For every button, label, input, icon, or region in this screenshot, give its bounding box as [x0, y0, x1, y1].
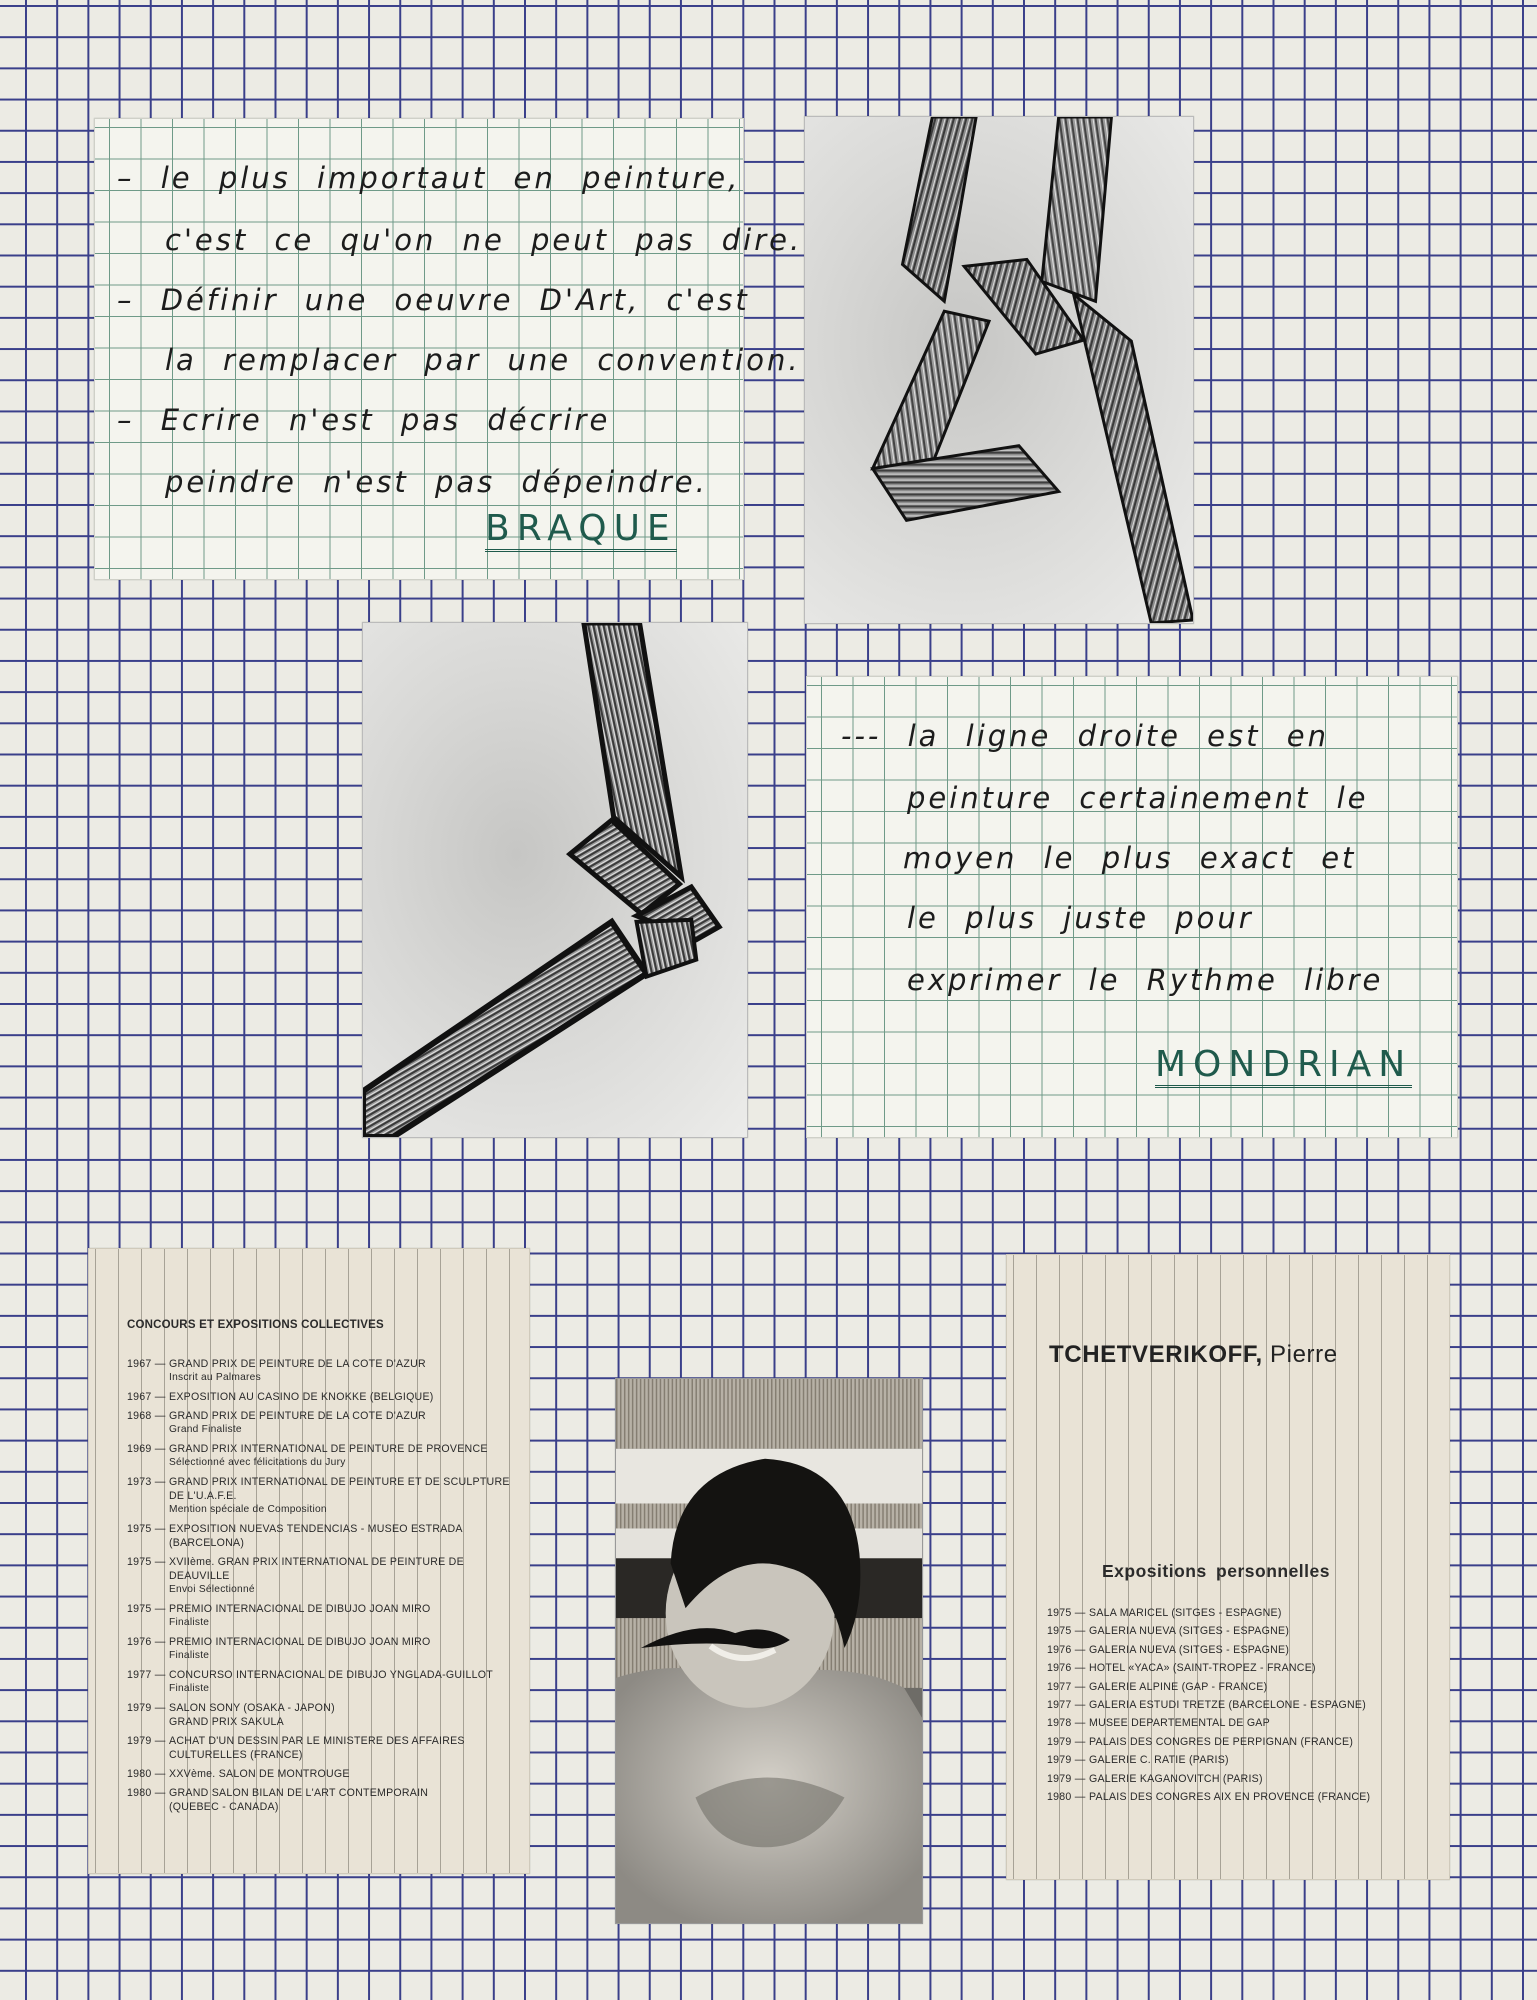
collective-exhibition-entry: [127, 1475, 527, 1517]
entry-title: (BARCELONA): [169, 1537, 245, 1549]
entry-year: 1980 —: [1047, 1790, 1086, 1803]
entry-year: 1967 —: [127, 1358, 166, 1370]
entry-year: 1977 —: [1047, 1680, 1086, 1693]
quote-line: --- la ligne droite est en: [841, 719, 1329, 753]
background-straw: [616, 1379, 922, 1449]
artist-surname: TCHETVERIKOFF,: [1049, 1341, 1263, 1368]
entry-year: 1977 —: [1047, 1698, 1086, 1711]
entry-body: [169, 1409, 527, 1437]
entry-year: 1968 —: [127, 1410, 166, 1422]
personal-exhibition-entry: [1047, 1661, 1447, 1675]
entry-title: PALAIS DES CONGRES AIX EN PROVENCE (FRANCE): [1089, 1790, 1371, 1803]
mondrian-quote-card: [806, 676, 1458, 1138]
quote-line: – le plus importaut en peinture,: [117, 161, 741, 195]
entry-title: GRAND PRIX INTERNATIONAL DE PEINTURE DE PROVENCE: [169, 1443, 488, 1455]
entry-body: [169, 1668, 527, 1696]
entry-year: 1975 —: [1047, 1607, 1086, 1619]
entry-year: 1969 —: [127, 1443, 166, 1455]
quote-line: peindre n'est pas dépeindre.: [165, 465, 708, 499]
entry-title: (QUEBEC - CANADA): [169, 1801, 279, 1813]
collective-exhibition-entry: [127, 1734, 527, 1762]
collective-exhibition-entry: [127, 1767, 527, 1781]
entry-title: PREMIO INTERNACIONAL DE DIBUJO JOAN MIRO: [169, 1636, 431, 1648]
entry-distinction: Envoi Sélectionné: [169, 1584, 255, 1595]
entry-distinction: Grand Finaliste: [169, 1424, 242, 1435]
entry-title: XVIIème. GRAN PRIX INTERNATIONAL DE PEINTURE DE: [169, 1556, 464, 1568]
personal-exhibition-entry: [1047, 1680, 1447, 1694]
entry-title: CULTURELLES (FRANCE): [169, 1749, 303, 1761]
personal-exhibition-entry: [1047, 1753, 1447, 1767]
entry-body: [169, 1475, 527, 1517]
entry-year: 1975 —: [127, 1603, 166, 1615]
entry-title: MUSEE DEPARTEMENTAL DE GAP: [1089, 1717, 1270, 1730]
personal-exhibitions-heading: Expositions personnelles: [1102, 1561, 1330, 1581]
entry-title: PREMIO INTERNACIONAL DE DIBUJO JOAN MIRO: [169, 1603, 431, 1615]
collective-exhibition-entry: [127, 1357, 527, 1385]
artist-name: [1049, 1341, 1338, 1369]
entry-year: 1967 —: [127, 1391, 166, 1403]
collective-exhibition-entry: [127, 1522, 527, 1550]
braque-signature: BRAQUE: [485, 511, 677, 552]
ribbon-segment: [363, 922, 647, 1137]
quote-line: exprimer le Rythme libre: [907, 963, 1384, 997]
entry-distinction: Mention spéciale de Composition: [169, 1504, 327, 1515]
entry-title: CONCURSO INTERNACIONAL DE DIBUJO YNGLADA-GUILLOT: [169, 1669, 493, 1681]
entry-title: DEAUVILLE: [169, 1570, 230, 1582]
entry-title: GRAND PRIX DE PEINTURE DE LA COTE D'AZUR: [169, 1358, 426, 1370]
collective-exhibitions-heading: CONCOURS ET EXPOSITIONS COLLECTIVES: [127, 1319, 384, 1331]
artwork-photo-1: [804, 116, 1194, 624]
quote-line: – Définir une oeuvre D'Art, c'est: [117, 283, 750, 317]
entry-title: SALON SONY (OSAKA - JAPON): [169, 1702, 335, 1714]
quote-line: la remplacer par une convention.: [165, 343, 801, 377]
entry-year: 1975 —: [127, 1523, 166, 1535]
quote-line: – Ecrire n'est pas décrire: [117, 403, 611, 437]
collective-exhibition-entry: [127, 1786, 527, 1814]
entry-title: EXPOSITION AU CASINO DE KNOKKE (BELGIQUE): [169, 1391, 434, 1403]
ribbon-segment: [637, 920, 697, 977]
collective-exhibitions-card: [88, 1248, 530, 1874]
entry-title: GRAND SALON BILAN DE L'ART CONTEMPORAIN: [169, 1787, 429, 1799]
personal-exhibition-entry: [1047, 1606, 1447, 1620]
portrait-photo-graphic: [616, 1379, 922, 1923]
entry-title: HOTEL «YACA» (SAINT-TROPEZ - FRANCE): [1089, 1662, 1316, 1675]
entry-year: 1977 —: [127, 1669, 166, 1681]
ribbon-artwork-graphic: [363, 623, 747, 1137]
quote-line: c'est ce qu'on ne peut pas dire.: [165, 223, 803, 257]
ribbon-segment: [902, 117, 976, 301]
entry-title: XXVème. SALON DE MONTROUGE: [169, 1768, 350, 1780]
ribbon-segment: [1074, 294, 1193, 623]
entry-title: ACHAT D'UN DESSIN PAR LE MINISTERE DES AFFAIRES: [169, 1735, 465, 1747]
collective-exhibition-entry: [127, 1442, 527, 1470]
quote-line: moyen le plus exact et: [903, 841, 1357, 875]
entry-title: GRAND PRIX SAKULA: [169, 1716, 284, 1728]
entry-title: GRAND PRIX INTERNATIONAL DE PEINTURE ET DE SCULPTURE: [169, 1476, 510, 1488]
entry-year: 1980 —: [127, 1787, 166, 1799]
entry-year: 1973 —: [127, 1476, 166, 1488]
personal-exhibition-entry: [1047, 1716, 1447, 1730]
entry-title: GALERIE KAGANOVITCH (PARIS): [1089, 1772, 1263, 1785]
quote-line: peinture certainement le: [907, 781, 1369, 815]
personal-exhibition-entry: [1047, 1624, 1447, 1638]
personal-exhibition-entry: [1047, 1790, 1447, 1804]
mondrian-signature: MONDRIAN: [1155, 1047, 1412, 1088]
entry-body: [169, 1390, 527, 1404]
entry-year: 1976 —: [1047, 1643, 1086, 1656]
entry-year: 1976 —: [1047, 1662, 1086, 1675]
ribbon-artwork-graphic: [805, 117, 1193, 623]
entry-distinction: Finaliste: [169, 1617, 210, 1628]
entry-title: GALERIE C. RATIE (PARIS): [1089, 1754, 1229, 1767]
entry-year: 1979 —: [1047, 1754, 1086, 1767]
personal-exhibition-entry: [1047, 1772, 1447, 1786]
ribbon-segment: [873, 311, 989, 468]
personal-exhibition-entry: [1047, 1643, 1447, 1657]
artist-portrait: [615, 1378, 923, 1924]
personal-exhibitions-card: [1006, 1254, 1450, 1880]
entry-title: GRAND PRIX DE PEINTURE DE LA COTE D'AZUR: [169, 1410, 426, 1422]
entry-title: GALERIA NUEVA (SITGES - ESPAGNE): [1089, 1643, 1290, 1656]
entry-year: 1980 —: [127, 1768, 166, 1780]
artwork-photo-2: [362, 622, 748, 1138]
entry-year: 1975 —: [1047, 1625, 1086, 1638]
entry-distinction: Finaliste: [169, 1683, 210, 1694]
entry-distinction: Sélectionné avec félicitations du Jury: [169, 1457, 346, 1468]
entry-year: 1979 —: [127, 1735, 166, 1747]
entry-body: [169, 1602, 527, 1630]
entry-year: 1975 —: [127, 1556, 166, 1568]
collective-exhibition-entry: [127, 1668, 527, 1696]
personal-exhibition-entry: [1047, 1698, 1447, 1712]
entry-title: SALA MARICEL (SITGES - ESPAGNE): [1089, 1607, 1282, 1619]
braque-quote-card: [94, 118, 803, 580]
personal-exhibition-entry: [1047, 1735, 1447, 1749]
entry-title: DE L'U.A.F.E.: [169, 1490, 237, 1502]
quote-line: le plus juste pour: [907, 901, 1254, 935]
collective-exhibition-entry: [127, 1701, 527, 1729]
entry-year: 1979 —: [1047, 1772, 1086, 1785]
collective-exhibitions-list: [127, 1357, 527, 1819]
entry-year: 1976 —: [127, 1636, 166, 1648]
entry-title: GALERIE ALPINE (GAP - FRANCE): [1089, 1680, 1268, 1693]
collective-exhibition-entry: [127, 1390, 527, 1404]
entry-year: 1979 —: [1047, 1735, 1086, 1748]
collective-exhibition-entry: [127, 1409, 527, 1437]
entry-body: [169, 1701, 527, 1729]
entry-body: [169, 1442, 527, 1470]
entry-body: [169, 1734, 527, 1762]
entry-body: [169, 1555, 527, 1597]
entry-title: EXPOSITION NUEVAS TENDENCIAS - MUSEO ESTRADA: [169, 1523, 463, 1535]
entry-title: GALERIA NUEVA (SITGES - ESPAGNE): [1089, 1625, 1290, 1638]
personal-exhibitions-list: [1047, 1606, 1447, 1808]
collective-exhibition-entry: [127, 1602, 527, 1630]
entry-distinction: Finaliste: [169, 1650, 210, 1661]
entry-body: [169, 1357, 527, 1385]
entry-body: [169, 1635, 527, 1663]
artist-given-name: Pierre: [1270, 1341, 1338, 1368]
entry-body: [169, 1767, 527, 1781]
collective-exhibition-entry: [127, 1555, 527, 1597]
ribbon-segment: [1042, 117, 1112, 301]
collective-exhibition-entry: [127, 1635, 527, 1663]
entry-distinction: Inscrit au Palmares: [169, 1372, 261, 1383]
entry-body: [169, 1786, 527, 1814]
entry-year: 1978 —: [1047, 1717, 1086, 1730]
entry-title: PALAIS DES CONGRES DE PERPIGNAN (FRANCE): [1089, 1735, 1354, 1748]
entry-year: 1979 —: [127, 1702, 166, 1714]
entry-title: GALERIA ESTUDI TRETZE (BARCELONE - ESPAGNE): [1089, 1698, 1367, 1711]
entry-body: [169, 1522, 527, 1550]
